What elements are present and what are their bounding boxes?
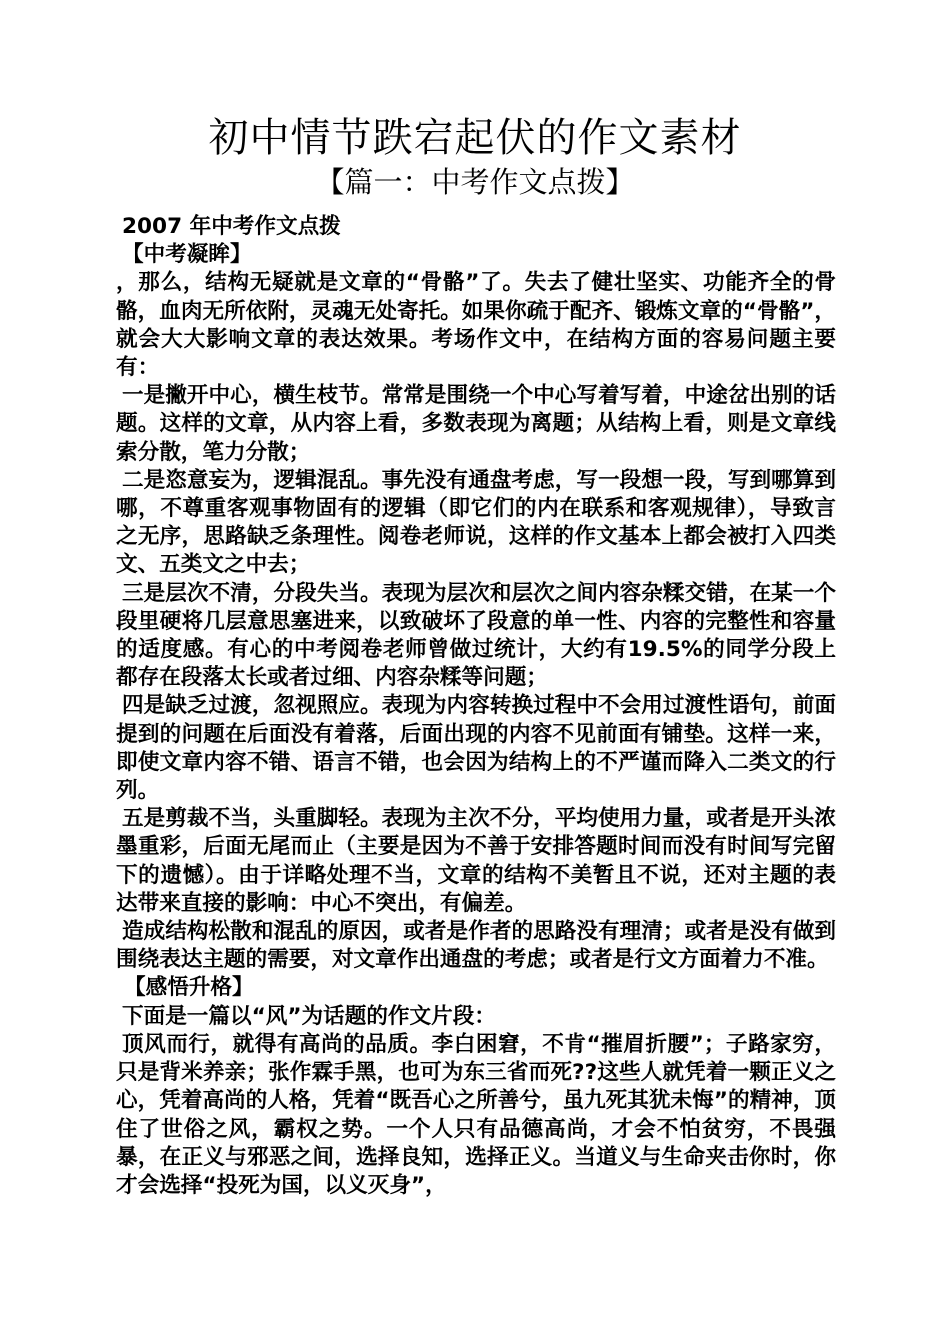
problem-four-paragraph: 四是缺乏过渡，忽视照应。表现为内容转换过程中不会用过渡性语句，前面提到的问题在后面没有着落，后面出现的内容不见前面有铺垫。这样一来，即使文章内容不错、语言不错，也会因为结构上的不严谨而降入二类文的行列。 (116, 693, 836, 804)
document-subtitle: 【篇一：中考作文点拨】 (315, 165, 635, 199)
section-heading-ganwu: 【感悟升格】 (124, 975, 254, 1001)
wind-excerpt-paragraph: 顶风而行，就得有高尚的品质。李白困窘，不肯“摧眉折腰”；子路家穷，只是背米养亲；张作霖手黑，也可为东三省而死??这些人就凭着一颗正义之心，凭着高尚的人格，凭着“既吾心之所善兮，虽九死其犹未悔”的精神，顶住了世俗之风，霸权之势。一个人只有品德高尚，才会不怕贫穷，不畏强暴，在正义与邪恶之间，选择良知，选择正义。当道义与生命夹击你时，你才会选择“投死为国，以义灭身”， (116, 1031, 836, 1198)
intro-paragraph: ，那么，结构无疑就是文章的“骨骼”了。失去了健壮坚实、功能齐全的骨骼，血肉无所依附，灵魂无处寄托。如果你疏于配齐、锻炼文章的“骨骼”，就会大大影响文章的表达效果。考场作文中，在结构方面的容易问题主要有： (116, 270, 836, 381)
problem-three-paragraph: 三是层次不清，分段失当。表现为层次和层次之间内容杂糅交错，在某一个段里硬将几层意思塞进来，以致破坏了段意的单一性、内容的完整性和容量的适度感。有心的中考阅卷老师曾做过统计，大约有19.5%的同学分段上都存在段落太长或者过细、内容杂糅等问题； (116, 580, 836, 691)
section-heading-zhongkao: 【中考凝眸】 (122, 242, 252, 268)
problem-two-paragraph: 二是恣意妄为，逻辑混乱。事先没有通盘考虑，写一段想一段，写到哪算到哪，不尊重客观事物固有的逻辑（即它们的内在联系和客观规律），导致言之无序，思路缺乏条理性。阅卷老师说，这样的作文基本上都会被打入四类文、五类文之中去； (116, 467, 836, 578)
wind-intro-paragraph: 下面是一篇以“风”为话题的作文片段： (122, 1003, 496, 1029)
document-body (116, 213, 836, 1200)
problem-one-paragraph: 一是撇开中心，横生枝节。常常是围绕一个中心写着写着，中途岔出别的话题。这样的文章，从内容上看，多数表现为离题；从结构上看，则是文章线索分散，笔力分散； (116, 383, 836, 465)
document-title: 初中情节跌宕起伏的作文素材 (208, 115, 742, 161)
cause-paragraph: 造成结构松散和混乱的原因，或者是作者的思路没有理清；或者是没有做到围绕表达主题的需要，对文章作出通盘的考虑；或者是行文方面着力不准。 (116, 919, 836, 973)
problem-five-paragraph: 五是剪裁不当，头重脚轻。表现为主次不分，平均使用力量，或者是开头浓墨重彩，后面无尾而止（主要是因为不善于安排答题时间而没有时间写完留下的遗憾）。由于详略处理不当，文章的结构不美暂且不说，还对主题的表达带来直接的影响：中心不突出，有偏差。 (116, 806, 836, 916)
year-heading: 2007 年中考作文点拨 (122, 214, 341, 239)
